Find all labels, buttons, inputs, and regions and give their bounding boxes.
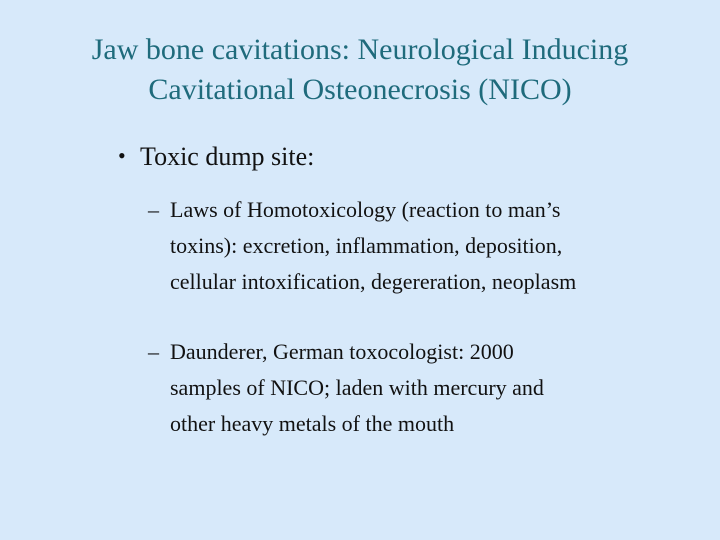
sub-bullet-line: Laws of Homotoxicology (reaction to man’s <box>170 197 561 222</box>
main-bullet <box>118 142 314 172</box>
sub-bullet-line: samples of NICO; laden with mercury and <box>170 375 544 400</box>
sub-bullet-line: other heavy metals of the mouth <box>170 411 455 436</box>
sub-bullet-text <box>170 192 576 300</box>
sub-bullet-line: toxins): excretion, inflammation, deposition, <box>170 233 563 258</box>
title-line-1: Jaw bone cavitations: Neurological Inducing <box>91 33 629 66</box>
sub-bullet-marker: – <box>148 339 159 364</box>
sub-bullet-line: cellular intoxification, degereration, neoplasm <box>170 269 577 294</box>
sub-bullet-text <box>170 334 544 442</box>
bullet-marker: • <box>118 143 126 168</box>
sub-bullet-marker: – <box>148 197 159 222</box>
bullet-text: Toxic dump site: <box>140 142 315 171</box>
slide-title <box>0 30 720 110</box>
sub-bullet-laws <box>148 192 576 300</box>
sub-bullet-line: Daunderer, German toxocologist: 2000 <box>170 339 514 364</box>
sub-bullet-daunderer <box>148 334 544 442</box>
title-line-2: Cavitational Osteonecrosis (NICO) <box>148 73 572 106</box>
